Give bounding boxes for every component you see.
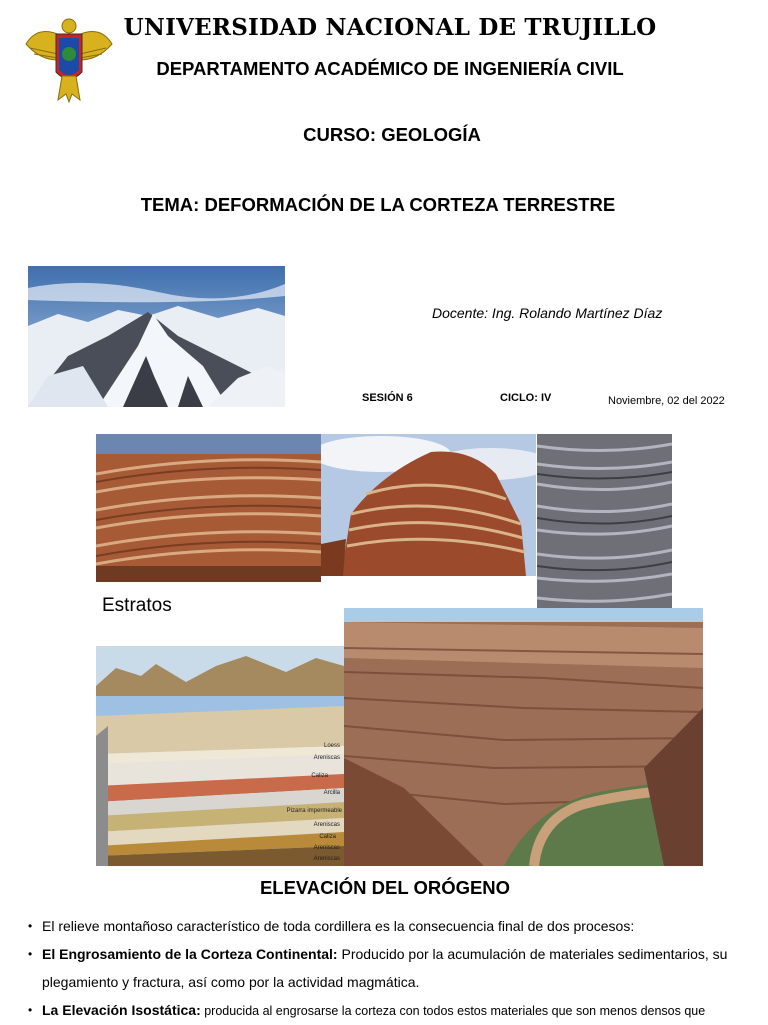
snowy-mountains-photo [28,266,285,407]
section-title: ELEVACIÓN DEL ORÓGENO [259,877,511,898]
diagram-label: Areniscas [313,856,340,862]
cycle-number: CICLO: IV [500,392,552,404]
diagram-label: Arcilla [323,790,340,796]
strata-cliff-photo [96,434,321,582]
bullet-list [28,912,740,1025]
university-crest-icon [18,14,120,106]
folded-strata-photo [537,434,672,608]
diagram-label: Caliza [319,834,336,840]
sedimentary-layers-diagram [96,646,344,866]
diagram-label: Areniscas [313,845,340,851]
list-item: • La Elevación Isostática: producida al engrosarse la corteza con todos estos materiales que son menos densos que [28,996,740,1025]
list-item: • El relieve montañoso característico de toda cordillera es la consecuencia final de dos procesos: [28,912,740,940]
canyon-photo [344,608,703,866]
university-name: UNIVERSIDAD NACIONAL DE TRUJILLO [123,14,657,41]
strata-caption: Estratos [102,595,172,616]
diagram-label: Caliza [311,773,328,779]
course-title: CURSO: GEOLOGÍA [303,124,481,145]
diagram-label: Loess [323,743,340,749]
layered-butte-photo [321,434,536,576]
list-item: • El Engrosamiento de la Corteza Continental: Producido por la acumulación de materiales sedimentarios, su plegamiento y fractura, así como por la actividad magmática. [28,940,740,996]
diagram-label: Areniscas [313,755,340,761]
department-name: DEPARTAMENTO ACADÉMICO DE INGENIERÍA CIVIL [156,58,624,79]
topic-title: TEMA: DEFORMACIÓN DE LA CORTEZA TERRESTRE [140,194,616,215]
diagram-label: Areniscas [313,822,340,828]
session-number: SESIÓN 6 [362,392,413,404]
diagram-label: Pizarra impermeable [286,808,342,814]
date-text: Noviembre, 02 del 2022 [608,395,725,407]
teacher-name: Docente: Ing. Rolando Martínez Díaz [432,305,663,321]
